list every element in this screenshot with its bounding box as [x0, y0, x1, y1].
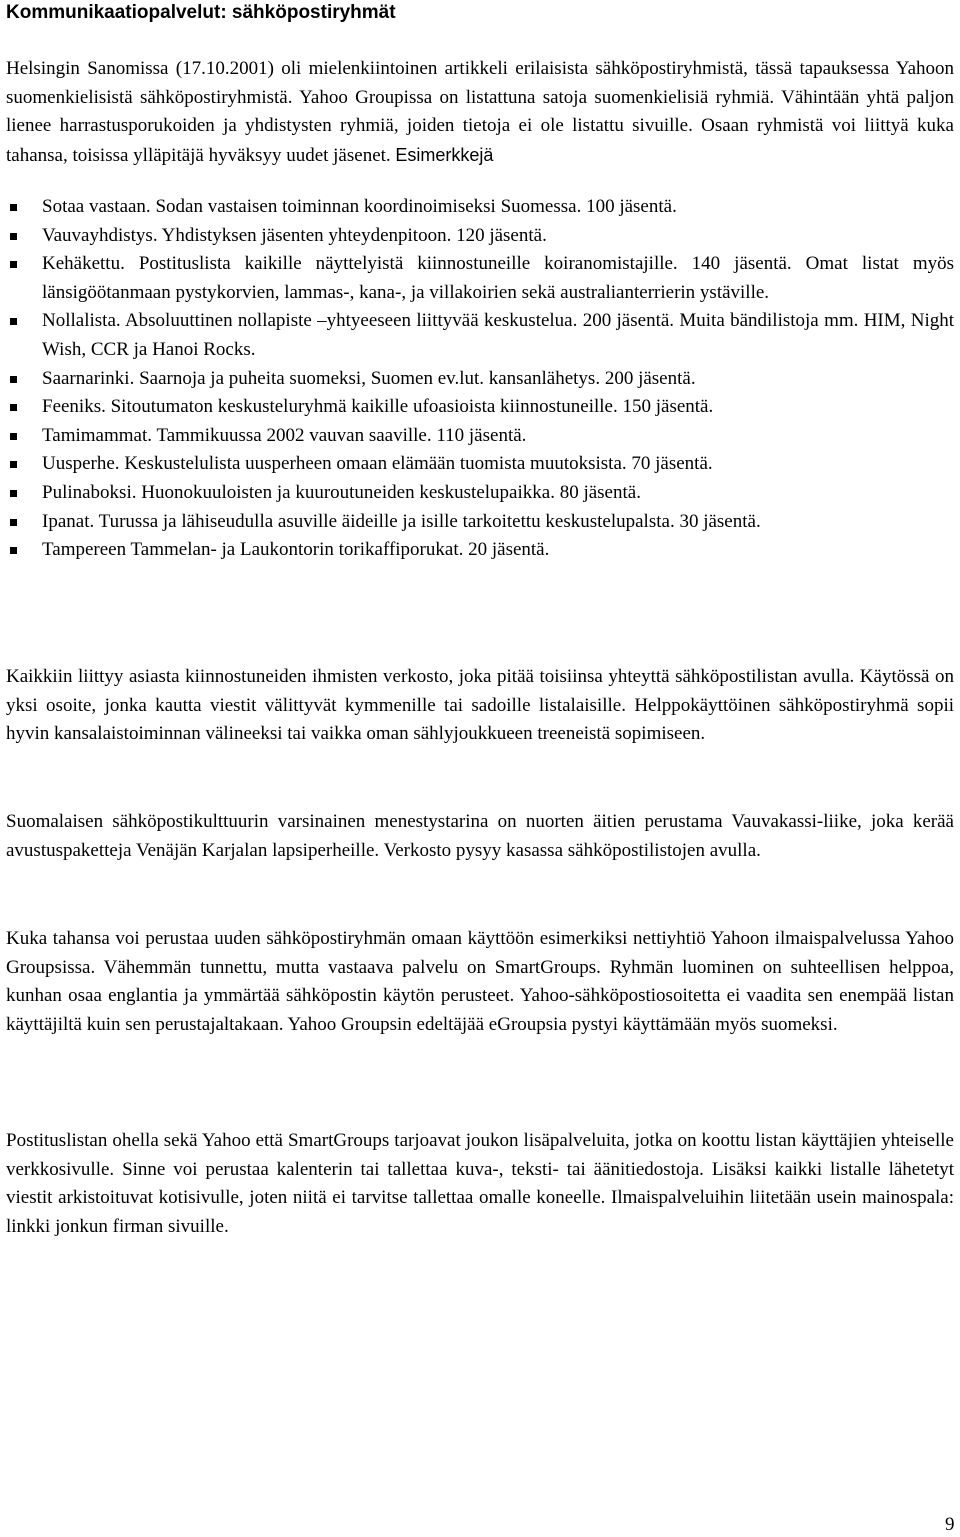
body-paragraph: Kaikkiin liittyy asiasta kiinnostuneiden ihmisten verkosto, joka pitää toisiinsa yhteyttä sähköpostilistan avulla. Käytössä on yksi osoite, jonka kautta viestit välittyvät kymmenille tai sadoille listalaisille. Helppokäyttöinen sähköpostiryhmä sopii hyvin kansalaistoiminnan välineeksi tai vaikka oman sählyjoukkueen treeneistä sopimiseen. [6, 666, 954, 745]
square-bullet-icon [10, 204, 17, 211]
group-description: Saarnoja ja puheita suomeksi, Suomen ev.lut. kansanlähetys. 200 jäsentä. [139, 367, 696, 389]
group-name: Pulinaboksi. [42, 481, 137, 503]
group-name: Nollalista. [42, 310, 121, 332]
group-description: Sodan vastaisen toiminnan koordinoimiseksi Suomessa. 100 jäsentä. [155, 196, 677, 217]
group-name: Uusperhe. [42, 453, 120, 475]
list-item [6, 479, 954, 508]
body-paragraph: Suomalaisen sähköpostikulttuurin varsinainen menestystarina on nuorten äitien perustama Vauvakassi-liike, joka kerää avustuspaketteja Venäjän Karjalan lapsiperheille. Verkosto pysyy kasassa sähköpostilistojen avulla. [6, 811, 954, 861]
group-description: 20 jäsentä. [468, 539, 550, 561]
list-item [6, 393, 954, 422]
group-name: Tampereen Tammelan- ja Laukontorin torikaffiporukat. [42, 539, 464, 561]
group-name: Saarnarinki. [42, 367, 135, 389]
body-paragraph: Kuka tahansa voi perustaa uuden sähköpostiryhmän omaan käyttöön esimerkiksi nettiyhtiö Yahoon ilmaispalvelussa Yahoo Groupsissa. Vähemmän tunnettu, mutta vastaava palvelu on SmartGroups. Ryhmän luominen on suhteellisen helppoa, kunhan osaa englantia ja ymmärtää sähköpostin käytön perusteet. Yahoo-sähköpostiosoitetta ei vaadita sen enempää listan käyttäjiltä kuin sen perustajaltakaan. Yahoo Groupsin edeltäjää eGroupsia pystyi käyttämään myös suomeksi. [6, 928, 954, 1035]
square-bullet-icon [10, 404, 17, 411]
list-item [6, 307, 954, 364]
group-name: Tamimammat. [42, 424, 153, 446]
square-bullet-icon [10, 233, 17, 240]
group-description: Sitoutumaton keskusteluryhmä kaikille ufoasioista kiinnostuneille. 150 jäsentä. [110, 396, 714, 418]
square-bullet-icon [10, 461, 17, 468]
group-name: Vauvayhdistys. [42, 224, 158, 246]
list-item [6, 250, 954, 307]
list-item [6, 422, 954, 451]
square-bullet-icon [10, 261, 17, 268]
list-item [6, 365, 954, 394]
group-name: Ipanat. [42, 510, 95, 532]
list-item [6, 193, 954, 222]
group-name: Sotaa vastaan. [42, 196, 151, 217]
group-description: Huonokuuloisten ja kuuroutuneiden keskustelupaikka. 80 jäsentä. [141, 481, 641, 503]
page-number: 9 [945, 1514, 955, 1535]
square-bullet-icon [10, 318, 17, 325]
group-name: Feeniks. [42, 396, 106, 418]
list-item [6, 222, 954, 251]
list-item [6, 508, 954, 537]
square-bullet-icon [10, 519, 17, 526]
square-bullet-icon [10, 490, 17, 497]
group-description: Yhdistyksen jäsenten yhteydenpitoon. 120 jäsentä. [161, 224, 547, 246]
square-bullet-icon [10, 547, 17, 554]
group-name: Kehäkettu. [42, 253, 125, 275]
group-description: Turussa ja lähiseudulla asuville äideille ja isille tarkoitettu keskustelupalsta. 30 jäsentä. [98, 510, 761, 532]
group-list [6, 193, 954, 565]
intro-paragraph [6, 55, 954, 170]
group-description: Postituslista kaikille näyttelyistä kiinnostuneille koiranomistajille. 140 jäsentä. Omat listat myös länsigöötanmaan pystykorvien, lammas-, kana-, ja villakoirien sekä australianterrierin ystäville. [42, 253, 955, 303]
group-description: Absoluuttinen nollapiste –yhtyeeseen liittyvää keskustelua. 200 jäsentä. Muita bändilistoja mm. HIM, Night Wish, CCR ja Hanoi Rocks. [42, 310, 955, 360]
square-bullet-icon [10, 433, 17, 440]
page-title: Kommunikaatiopalvelut: sähköpostiryhmät [6, 2, 396, 23]
body-paragraph: Postituslistan ohella sekä Yahoo että SmartGroups tarjoavat joukon lisäpalveluita, jotka on koottu listan käyttäjien yhteiselle verkkosivulle. Sinne voi perustaa kalenterin tai tallettaa kuva-, teksti- tai äänitiedostoja. Lisäksi kaikki listalle lähetetyt viestit arkistoituvat kotisivulle, joten niitä ei tarvitse tallettaa omalle koneelle. Ilmaispalveluihin liitetään usein mainospala: linkki jonkun firman sivuille. [6, 1130, 954, 1237]
intro-text: Helsingin Sanomissa (17.10.2001) oli mielenkiintoinen artikkeli erilaisista sähköpostiryhmistä, tässä tapauksessa Yahoon suomenkielisistä sähköpostiryhmistä. Yahoo Groupissa on listattuna satoja suomenkielisiä ryhmiä. Vähintään yhtä paljon lienee harrastusporukoiden ja yhdistysten ryhmiä, joiden tietoja ei ole listattu sivuille. Osaan ryhmistä voi liittyä kuka tahansa, toisissa ylläpitäjä hyväksyy uudet jäsenet. [6, 58, 954, 166]
list-item [6, 536, 954, 565]
list-item [6, 450, 954, 479]
square-bullet-icon [10, 376, 17, 383]
group-description: Tammikuussa 2002 vauvan saaville. 110 jäsentä. [156, 424, 527, 446]
group-description: Keskustelulista uusperheen omaan elämään tuomista muutoksista. 70 jäsentä. [124, 453, 713, 475]
examples-label: Esimerkkejä [395, 144, 494, 165]
